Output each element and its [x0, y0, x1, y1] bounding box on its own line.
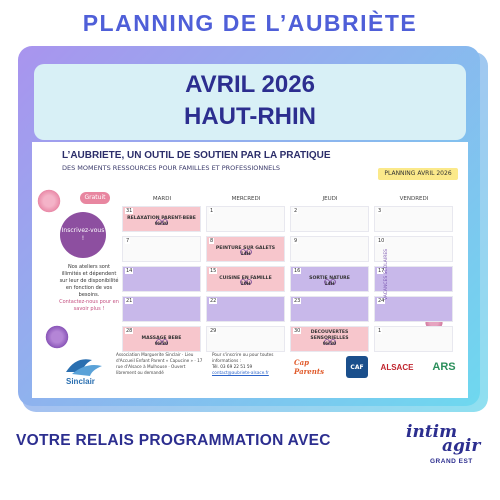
- day-number: 14: [126, 268, 133, 274]
- calendar-cell: [206, 266, 285, 292]
- event-label: [291, 330, 368, 348]
- side-note-link: Contactez-nous pour en savoir plus !: [59, 299, 119, 312]
- calendar-cell: [122, 296, 201, 322]
- side-note: [58, 264, 120, 313]
- flower-icon: [36, 188, 62, 214]
- event-title: SORTIE NATURE: [309, 276, 350, 281]
- calendar-cell: [206, 296, 285, 322]
- ars-logo: ARS: [432, 361, 456, 373]
- banner-region: HAUT-RHIN: [184, 103, 316, 130]
- event-time: 9H30: [322, 342, 337, 347]
- event-time: 14H: [324, 282, 335, 287]
- calendar-cell: [206, 206, 285, 232]
- day-number: 23: [294, 298, 301, 304]
- day-number: 3: [378, 208, 382, 214]
- day-header: MERCREDI: [231, 196, 261, 202]
- day-number: 9: [294, 238, 298, 244]
- event-time: 14H: [240, 252, 251, 257]
- cap-parents-logo: Cap Parents: [294, 358, 325, 376]
- calendar-cell: [206, 236, 285, 262]
- planning-poster: [32, 142, 468, 398]
- footer-text: VOTRE RELAIS PROGRAMMATION AVEC: [16, 432, 331, 449]
- day-number: 1: [210, 208, 214, 214]
- event-title: CUISINE EN FAMILLE: [219, 276, 272, 281]
- day-number: 10: [378, 238, 385, 244]
- event-label: [207, 276, 284, 288]
- brand-word-2: agir: [442, 436, 481, 456]
- day-number: 16: [294, 268, 301, 274]
- day-number: 28: [126, 328, 133, 334]
- contact-intro: Pour s'inscrire ou pour toutes informations :: [212, 352, 274, 363]
- brand-region: GRAND EST: [430, 458, 473, 465]
- intim-agir-logo: [400, 420, 490, 470]
- day-number: 2: [294, 208, 298, 214]
- contact-email[interactable]: contact@aubriete-alsace.fr: [212, 370, 269, 375]
- day-number: 24: [378, 298, 385, 304]
- event-title: RELAXATION PARENT-BEBE: [127, 216, 196, 221]
- event-label: [123, 336, 200, 348]
- brand-word-1: intim: [406, 422, 458, 442]
- planning-tag: PLANNING AVRIL 2026: [378, 168, 458, 180]
- calendar-cell: [122, 236, 201, 262]
- page-title: PLANNING DE L’AUBRIÈTE: [82, 10, 418, 36]
- side-note-text: Nos ateliers sont illimités et dépendent sur leur de disponibilité en fonction de vos besoins.: [59, 264, 119, 298]
- event-title: DECOUVERTES SENSORIELLES: [310, 330, 349, 341]
- month-banner: [34, 64, 466, 140]
- contact-block: [212, 352, 284, 376]
- calendar-cell: [374, 206, 453, 232]
- event-label: [207, 246, 284, 258]
- vacation-label: VACANCES SCOLAIRES: [384, 248, 389, 300]
- poster-subtitle: DES MOMENTS RESSOURCES POUR FAMILLES ET PROFESSIONNELS: [62, 164, 280, 172]
- calendar-cell: [122, 266, 201, 292]
- event-label: [291, 276, 368, 288]
- day-number: 1: [378, 328, 382, 334]
- event-time: 9H30: [154, 342, 169, 347]
- contact-phone: Tél. 03 69 22 51 59: [212, 364, 253, 369]
- calendar-cell: [290, 206, 369, 232]
- event-title: MASSAGE BEBE: [141, 336, 182, 341]
- day-number: 7: [126, 238, 130, 244]
- alsace-logo: ALSACE: [380, 362, 414, 372]
- event-title: PEINTURE SUR GALETS: [215, 246, 276, 251]
- event-label: [123, 216, 200, 228]
- day-header: MARDI: [152, 196, 172, 202]
- event-time: 9H30: [154, 222, 169, 227]
- day-number: 17: [378, 268, 385, 274]
- poster-footer: [62, 348, 462, 392]
- sinclair-logo: [62, 352, 112, 386]
- calendar-cell: [290, 236, 369, 262]
- calendar-cell: [122, 206, 201, 232]
- day-number: 29: [210, 328, 217, 334]
- day-number: 15: [210, 268, 217, 274]
- calendar-cell: [290, 266, 369, 292]
- event-time: 10H: [240, 282, 251, 287]
- banner-month: AVRIL 2026: [185, 71, 315, 98]
- free-badge: Gratuit: [80, 192, 110, 204]
- day-number: 8: [210, 238, 214, 244]
- day-header: JEUDI: [322, 196, 338, 202]
- calendar-cell: [290, 296, 369, 322]
- sinclair-label: Sinclair: [66, 377, 95, 386]
- day-number: 22: [210, 298, 217, 304]
- caf-logo: CAF: [344, 356, 370, 378]
- register-badge: Inscrivez-vous !: [60, 212, 106, 258]
- day-number: 31: [126, 208, 133, 214]
- day-number: 21: [126, 298, 133, 304]
- association-text: Association Marguerite Sinclair · Lieu d'Accueil Enfant Parent « Capucine » · 17 rue d'Alsace à Mulhouse · Ouvert librement ou demandé: [116, 352, 203, 375]
- day-header: VENDREDI: [399, 196, 429, 202]
- poster-title: L’AUBRIETE, UN OUTIL DE SOUTIEN PAR LA PRATIQUE: [62, 150, 331, 161]
- day-number: 30: [294, 328, 301, 334]
- flower-icon: [44, 324, 70, 350]
